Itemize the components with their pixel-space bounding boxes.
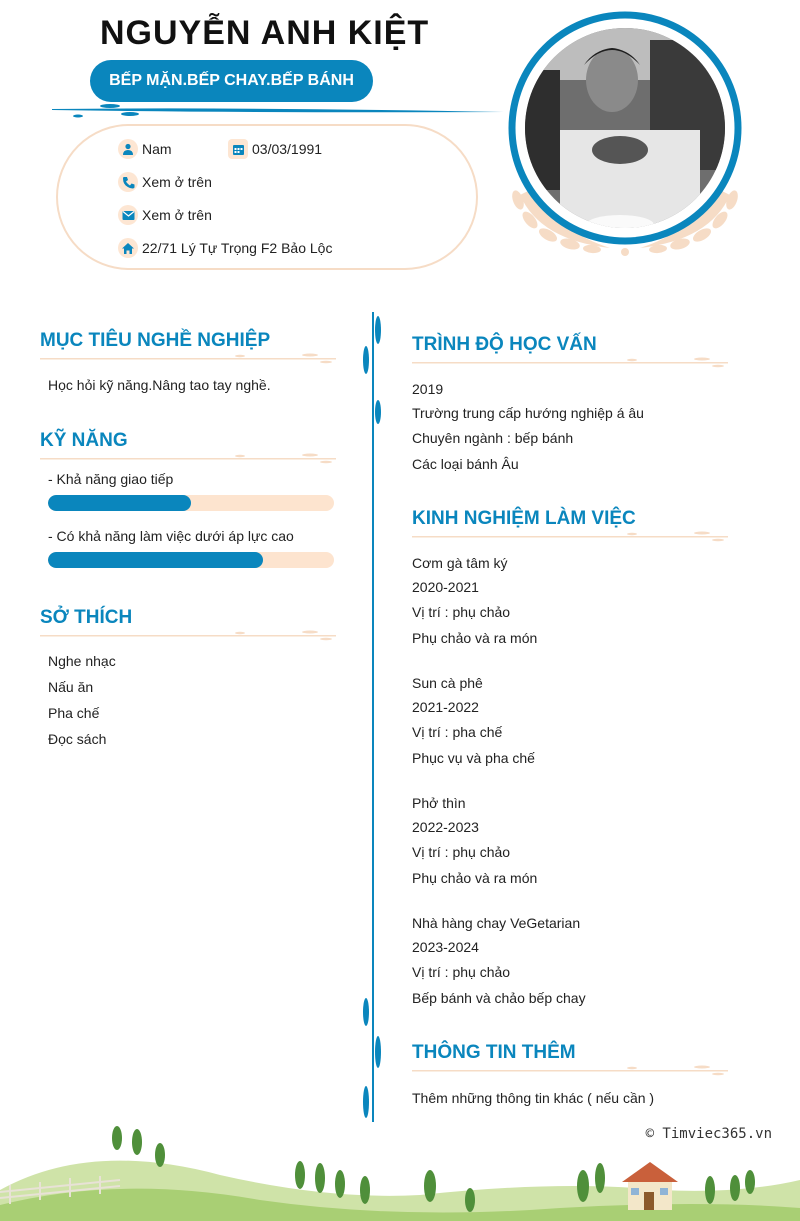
job-period: 2021-2022 <box>412 699 479 715</box>
hobby-item: Nghe nhạc <box>48 653 116 669</box>
info-email <box>118 205 212 225</box>
skill-bar-fill <box>48 495 191 511</box>
job-description: Phụ chảo và ra món <box>412 630 538 646</box>
skill-bar-track <box>48 552 334 568</box>
address-value: 22/71 Lý Tự Trọng F2 Bảo Lộc <box>142 240 333 256</box>
hobby-item: Đọc sách <box>48 731 107 747</box>
info-phone <box>118 172 212 192</box>
experience-underline <box>412 530 732 544</box>
job-position: Vị trí : phụ chảo <box>412 964 511 980</box>
hobby-item: Nấu ăn <box>48 679 94 695</box>
job-description: Phụ chảo và ra món <box>412 870 538 886</box>
user-icon <box>118 139 138 159</box>
extra-info-title: THÔNG TIN THÊM <box>412 1042 576 1063</box>
info-birthday <box>228 139 322 159</box>
education-line: Chuyên ngành : bếp bánh <box>412 430 574 446</box>
skills-underline <box>40 452 340 466</box>
footer-brand: © Timviec365.vn <box>645 1126 772 1142</box>
home-icon <box>118 238 138 258</box>
job-period: 2022-2023 <box>412 819 479 835</box>
email-value: Xem ở trên <box>142 207 212 223</box>
job-period: 2023-2024 <box>412 939 479 955</box>
email-icon <box>118 205 138 225</box>
education-line: Các loại bánh Âu <box>412 456 519 472</box>
job-company: Cơm gà tâm ký <box>412 555 508 571</box>
calendar-icon <box>228 139 248 159</box>
skill-label: - Khả năng giao tiếp <box>48 471 174 487</box>
job-description: Bếp bánh và chảo bếp chay <box>412 990 586 1006</box>
education-underline <box>412 356 732 370</box>
skill-label: - Có khả năng làm việc dưới áp lực cao <box>48 528 294 544</box>
education-title: TRÌNH ĐỘ HỌC VẤN <box>412 334 597 355</box>
hobby-item: Pha chế <box>48 705 100 721</box>
job-title-badge: BẾP MẶN.BẾP CHAY.BẾP BÁNH <box>90 60 373 102</box>
hobbies-underline <box>40 629 340 643</box>
objective-text: Học hỏi kỹ năng.Nâng tao tay nghề. <box>48 377 271 393</box>
hobbies-title: SỞ THÍCH <box>40 607 133 628</box>
job-description: Phục vụ và pha chế <box>412 750 535 766</box>
job-position: Vị trí : pha chế <box>412 724 503 740</box>
candidate-name: NGUYỄN ANH KIỆT <box>100 14 430 52</box>
job-period: 2020-2021 <box>412 579 479 595</box>
phone-icon <box>118 172 138 192</box>
birthday-value: 03/03/1991 <box>252 141 323 157</box>
job-company: Phở thìn <box>412 795 466 811</box>
phone-value: Xem ở trên <box>142 174 212 190</box>
objective-title: MỤC TIÊU NGHỀ NGHIỆP <box>40 330 271 351</box>
extra-info-underline <box>412 1064 732 1078</box>
extra-info-text: Thêm những thông tin khác ( nếu cần ) <box>412 1090 655 1106</box>
skill-bar-track <box>48 495 334 511</box>
education-line: 2019 <box>412 381 444 397</box>
experience-title: KINH NGHIỆM LÀM VIỆC <box>412 508 636 529</box>
job-position: Vị trí : phụ chảo <box>412 844 511 860</box>
house-illustration <box>622 1162 678 1210</box>
avatar-frame <box>500 10 750 265</box>
gender-value: Nam <box>142 141 172 157</box>
landscape-illustration <box>0 1120 800 1221</box>
job-company: Nhà hàng chay VeGetarian <box>412 915 581 931</box>
skills-title: KỸ NĂNG <box>40 430 128 451</box>
column-divider <box>360 312 388 1122</box>
header-brush-decoration <box>48 100 508 126</box>
info-address <box>118 238 332 258</box>
job-position: Vị trí : phụ chảo <box>412 604 511 620</box>
education-line: Trường trung cấp hướng nghiệp á âu <box>412 405 644 421</box>
objective-underline <box>40 352 340 366</box>
job-company: Sun cà phê <box>412 675 483 691</box>
info-gender <box>118 139 172 159</box>
skill-bar-fill <box>48 552 263 568</box>
